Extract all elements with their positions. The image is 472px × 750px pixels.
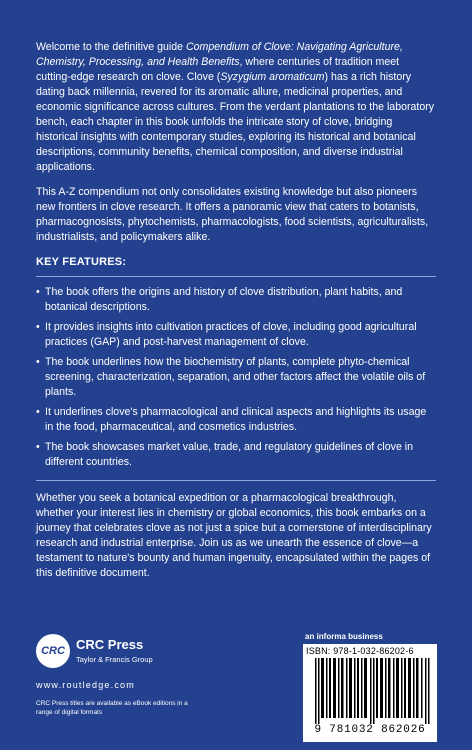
crc-logo-icon [36,634,70,668]
divider-top [36,276,436,277]
barcode-digits: 9 781032 862026 [314,724,426,736]
feature-item: • It provides insights into cultivation practices of clove, including good agricultural practices (GAP) and post-harvest management of clove. [36,320,436,350]
intro-paragraph [36,40,436,175]
blurb [36,40,436,591]
species-name: Syzygium aromaticum [220,71,325,83]
publisher-name: CRC Press [76,637,144,652]
crc-press-logo [36,634,156,674]
key-features-heading: KEY FEATURES: [36,256,127,268]
divider-bottom [36,480,436,481]
feature-item: • The book showcases market value, trade, and regulatory guidelines of clove in different countries. [36,440,436,470]
intro-text-mid: , where centuries of tradition meet cutting-edge research on clove. Clove ( [36,56,400,83]
ebook-note: CRC Press titles are available as eBook editions in a range of digital formats [36,700,188,716]
book-title: Compendium of Clove: Navigating Agriculture, Chemistry, Processing, and Health Benefits [36,41,403,68]
publisher-group: Taylor & Francis Group [76,655,153,664]
intro-text-end: ) has a rich history dating back millennia, revered for its aromatic allure, medicinal properties, and economic significance across cultures. From the verdant plantations to the laboratory bench, each chapter in this book unfolds the intricate story of clove, bridging historical insights with contemporary studies, exploring its historical and botanical descriptions, community benefits, chemical composition, and diverse industrial applications. [36,71,435,173]
intro-text-start: Welcome to the definitive guide [36,41,186,53]
barcode-icon [315,658,433,724]
closing-paragraph: Whether you seek a botanical expedition or a pharmacological breakthrough, whether your interest lies in chemistry or global economics, this book embarks on a journey that celebrates clove as not just a spice but a cornerstone of interdisciplinary research and industrial enterprise. Join us as we unearth the essence of clove—a testament to nature's bounty and human ingenuity, encapsulated within the pages of this definitive document. [36,492,432,579]
feature-item: • The book offers the origins and history of clove distribution, plant habits, and botanical descriptions. [36,285,436,315]
key-features-list [36,285,436,470]
barcode-block [303,644,437,742]
publisher-website: www.routledge.com [36,680,135,690]
compendium-paragraph: This A-Z compendium not only consolidates existing knowledge but also pioneers new frontiers in clove research. It offers a panoramic view that caters to botanists, pharmacognosists, phytochemists, pharmacologists, food scientists, agriculturalists, industrialists, and policymakers alike. [36,186,429,243]
informa-tagline: an informa business [305,632,383,641]
isbn-number: ISBN: 978-1-032-86202-6 [306,646,414,656]
feature-item: • It underlines clove's pharmacological and clinical aspects and highlights its usage in the food, pharmaceutical, and cosmetics industries. [36,405,436,435]
feature-item: • The book underlines how the biochemistry of plants, complete phyto-chemical screening, characterization, separation, and other factors affect the volatile oils of plants. [36,355,436,400]
crc-logo-text: CRC [41,645,65,657]
